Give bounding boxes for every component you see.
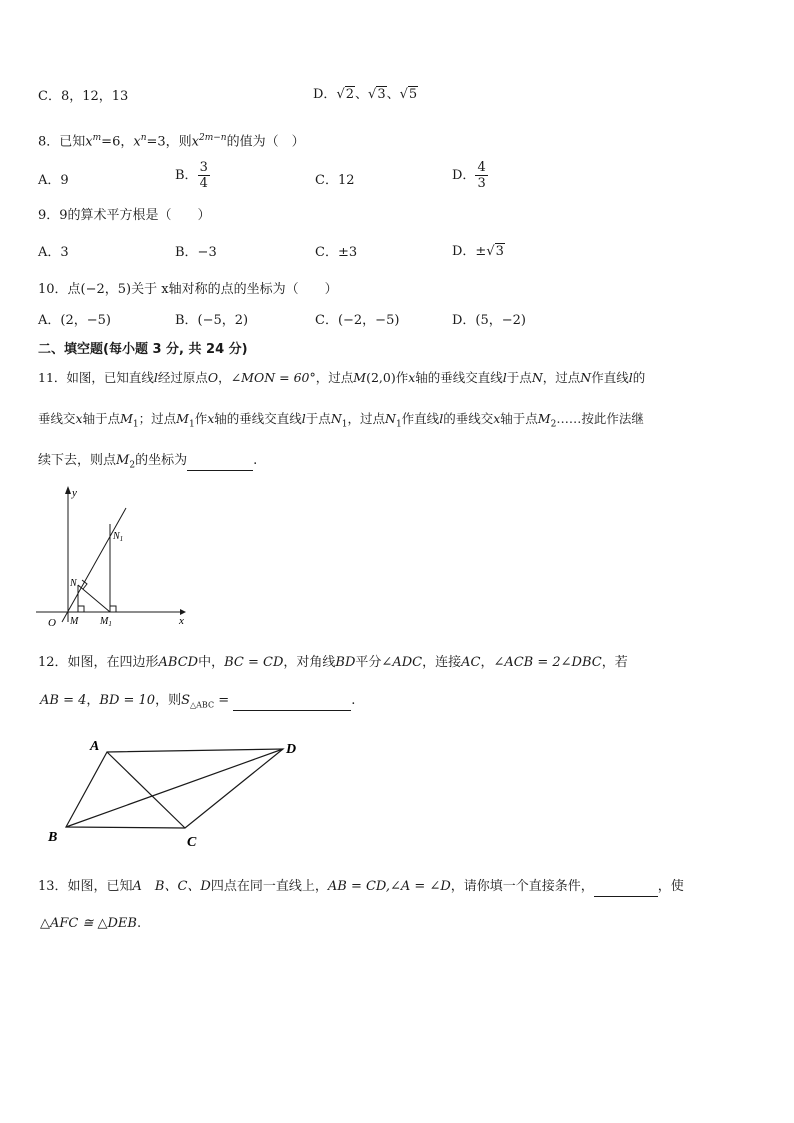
q7-option-d-label: D． — [313, 87, 337, 102]
label-N: N — [70, 578, 77, 589]
label-y: y — [72, 487, 77, 499]
q9-option-d-label: D．± — [452, 244, 487, 259]
q11-line3: 续下去，则点$M_2$的坐标为 . — [38, 453, 258, 471]
q9-option-d — [452, 243, 505, 261]
sqrt-3: √3 — [368, 87, 386, 102]
q9-option-b: B．−3 — [175, 245, 217, 260]
q8-prefix: 8．已知 — [38, 134, 86, 150]
q7-sep2: 、 — [386, 87, 400, 102]
q12-answer-blank[interactable] — [233, 692, 351, 711]
q11-answer-blank[interactable] — [187, 452, 253, 471]
y-axis-arrow — [65, 486, 71, 494]
fraction-4-3: $\frac{4}{3}$ — [477, 160, 486, 191]
label-M1: $M_1$ — [100, 616, 112, 628]
segment-NM1 — [78, 585, 110, 612]
q10-stem: 10．点(−2，5)关于 x轴对称的点的坐标为（ ） — [38, 282, 338, 297]
section-title-fill-in: 二、填空题(每小题 3 分, 共 24 分) — [38, 342, 248, 357]
q12-line1: 12．如图，在四边形ABCD中，BC = CD，对角线BD平分∠ADC，连接AC，∠ACB = 2∠DBC，若 — [38, 655, 628, 670]
label-x: x — [179, 615, 184, 627]
q11-figure — [34, 482, 190, 628]
sqrt-3-q9: √3 — [486, 244, 504, 259]
right-angle-M1 — [110, 606, 116, 612]
diagonal-BD — [66, 749, 283, 827]
q11-line2: 垂线交x轴于点$M_1$；过点$M_1$作x轴的垂线交直线l于点$N_1$，过点$N_1$作直线l的垂线交x轴于点$M_2\dots\dots$按此作法继 — [38, 411, 644, 430]
q10-option-c: C．(−2，−5) — [315, 313, 400, 328]
label-O: O — [48, 617, 56, 628]
right-angle-M — [78, 606, 84, 612]
q8-stem — [38, 129, 305, 151]
q8-eq1: =6， — [101, 134, 134, 150]
q8-base1: x — [85, 134, 93, 150]
q8-option-b-label: B． — [175, 168, 198, 183]
q9-stem: 9．9的算术平方根是（ ） — [38, 208, 211, 223]
fraction-3-4: $\frac{3}{4}$ — [199, 160, 208, 191]
q8-option-c: C．12 — [315, 173, 355, 188]
label-A: A — [90, 739, 100, 754]
q8-option-b — [175, 160, 210, 191]
q12-figure — [40, 732, 310, 854]
q10-option-a: A．(2，−5) — [38, 313, 111, 328]
q10-option-d: D．(5，−2) — [452, 313, 527, 328]
q13-line2: △AFC ≅ △DEB. — [40, 916, 142, 931]
diagonal-AC — [107, 752, 185, 828]
q8-option-d — [452, 160, 488, 191]
q8-suffix: 的值为（ ） — [226, 134, 305, 150]
sqrt-2: √2 — [336, 87, 355, 102]
q7-sep1: 、 — [355, 87, 369, 102]
q8-option-a: A．9 — [38, 173, 69, 188]
label-B: B — [48, 830, 58, 845]
label-D: D — [286, 742, 297, 757]
q13-answer-blank[interactable] — [594, 878, 658, 897]
sqrt-5: √5 — [399, 87, 418, 102]
q8-exp3: 2m−n — [199, 133, 227, 143]
q9-option-a: A．3 — [38, 245, 69, 260]
q8-exp1: m — [92, 133, 102, 143]
q8-base2: x — [133, 134, 141, 150]
label-N1: $N_1$ — [113, 531, 124, 543]
q11-line1: 11．如图，已知直线l经过原点O，∠MON = 60°，过点M(2,0)作x轴的垂线交直线l于点N，过点N作直线l的 — [38, 370, 646, 385]
q13-line1: 13．如图，已知A B、C、D四点在同一直线上，AB = CD,∠A = ∠D，请你填一个直接条件， ，使 — [38, 878, 684, 897]
q8-exp2: n — [140, 133, 147, 143]
q8-option-d-label: D． — [452, 168, 476, 183]
q8-base3: x — [191, 134, 199, 150]
q7-option-d — [313, 86, 418, 104]
label-M: M — [70, 616, 79, 627]
q7-option-c: C．8，12，13 — [38, 89, 129, 104]
q8-eq2: =3，则 — [146, 134, 192, 150]
q12-line2: AB = 4，BD = 10，则$S_{\triangle ABC}$ = . — [40, 693, 356, 710]
q9-option-c: C．±3 — [315, 245, 358, 260]
q10-option-b: B．(−5，2) — [175, 313, 249, 328]
label-C: C — [187, 835, 197, 850]
line-l — [62, 508, 126, 622]
